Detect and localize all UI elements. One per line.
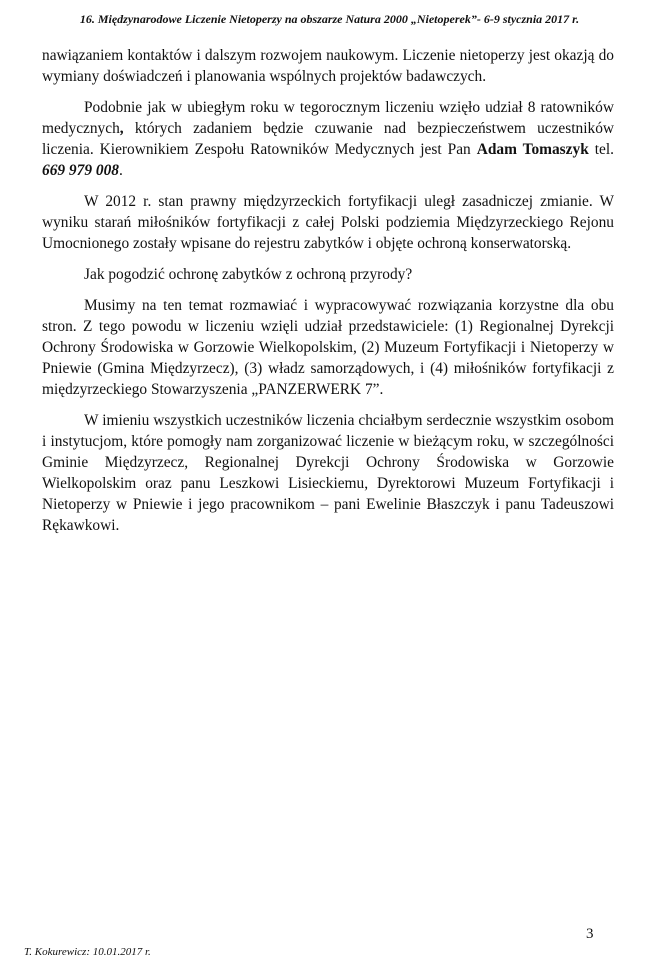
paragraph-3: W 2012 r. stan prawny międzyrzeckich fortyfikacji uległ zasadniczej zmianie. W wyniku starań miłośników fortyfikacji z całej Polski podziemia Międzyrzeckiego Rejonu Umocnionego zostały wpisane do rejestru zabytków i objęte ochroną konserwatorską. [42,193,614,252]
rescue-team-phone: 669 979 008 [42,162,119,179]
paragraph-1: nawiązaniem kontaktów i dalszym rozwojem naukowym. Liczenie nietoperzy jest okazją do wymiany doświadczeń i planowania wspólnych projektów badawczych. [42,47,614,85]
paragraph-2-text-before: Podobnie jak w ubiegłym roku w tegorocznym liczeniu wzięło udział 8 ratowników medycznych [42,99,614,137]
rescue-team-leader-name: Adam Tomaszyk [476,141,589,158]
paragraph-6: W imieniu wszystkich uczestników liczenia chciałbym serdecznie wszystkim osobom i instytucjom, które pomogły nam zorganizować liczenie w bieżącym roku, w szczególności Gminie Międzyrzecz, Regionalnej Dyrekcji Ochrony Środowiska w Gorzowie Wielkopolskim oraz panu Leszkowi Lisieckiemu, Dyrektorowi Muzeum Fortyfikacji i Nietoperzy w Pniewie i jego pracownikom – pani Ewelinie Błaszczyk i panu Tadeuszowi Rękawkowi. [42,412,614,534]
paragraph-2-text-middle: których zadaniem będzie czuwanie nad bezpieczeństwem uczestników liczenia. Kierownikiem Zespołu Ratowników Medycznych jest Pan [42,120,614,158]
footer-author-date: T. Kokurewicz: 10.01.2017 r. [24,946,151,958]
paragraph-2-bold-comma: , [119,120,124,137]
paragraph-4: Jak pogodzić ochronę zabytków z ochroną przyrody? [84,266,413,283]
tel-label: tel. [588,141,614,158]
body-text [42,45,614,546]
page-number: 3 [586,926,594,942]
paragraph-5: Musimy na ten temat rozmawiać i wypracowywać rozwiązania korzystne dla obu stron. Z tego powodu w liczeniu wzięli udział przedstawiciele: (1) Regionalnej Dyrekcji Ochrony Środowiska w Gorzowie Wielkopolskim, (2) Muzeum Fortyfikacji i Nietoperzy w Pniewie (Gmina Międzyrzecz), (3) władz samorządowych, i (4) miłośników fortyfikacji z międzyrzeckiego Stowarzyszenia „PANZERWERK 7”. [42,297,614,398]
running-header: 16. Międzynarodowe Liczenie Nietoperzy na obszarze Natura 2000 „Nietoperek”- 6-9 stycznia 2017 r. [79,12,580,26]
paragraph-2-text-after: . [118,162,123,179]
paragraph-2 [42,97,614,181]
